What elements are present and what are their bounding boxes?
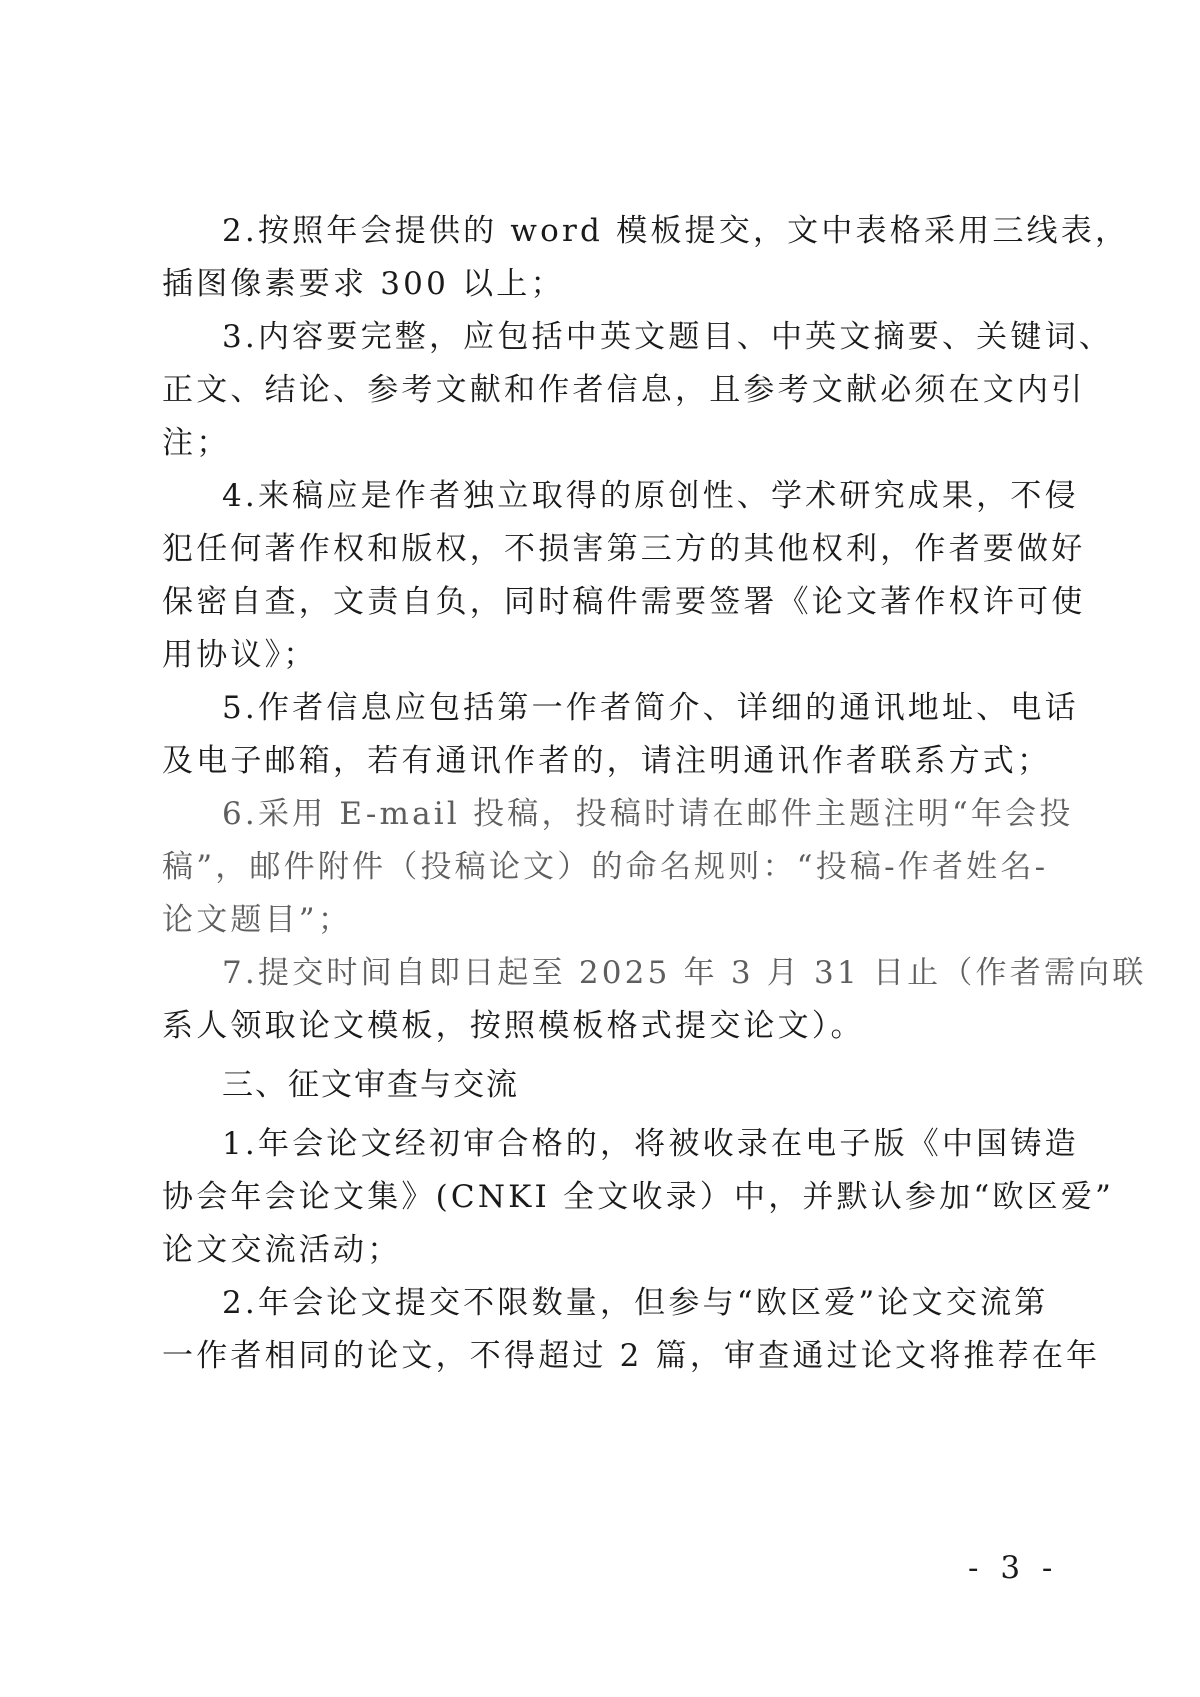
page-number: - 3 - — [968, 1550, 1059, 1586]
paragraph-6-line-3: 论文题目”； — [162, 902, 353, 938]
section-3-paragraph-1-line-2: 协会年会论文集》(CNKI 全文收录）中，并默认参加“欧区爱” — [162, 1179, 1115, 1215]
paragraph-3-line-1: 3.内容要完整，应包括中英文题目、中英文摘要、关键词、 — [222, 319, 1113, 355]
section-3-paragraph-2-line-1: 2.年会论文提交不限数量，但参与“欧区爱”论文交流第 — [222, 1285, 1049, 1321]
paragraph-4-line-1: 4.来稿应是作者独立取得的原创性、学术研究成果，不侵 — [222, 478, 1079, 514]
paragraph-2-line-2: 插图像素要求 300 以上； — [162, 266, 565, 302]
paragraph-7-line-2: 系人领取论文模板，按照模板格式提交论文）。 — [162, 1008, 865, 1044]
section-heading: 三、征文审查与交流 — [222, 1067, 519, 1103]
paragraph-7-line-1: 7.提交时间自即日起至 2025 年 3 月 31 日止（作者需向联 — [222, 955, 1147, 991]
section-3-paragraph-2-line-2: 一作者相同的论文，不得超过 2 篇，审查通过论文将推荐在年 — [162, 1338, 1101, 1374]
paragraph-2-line-1: 2.按照年会提供的 word 模板提交，文中表格采用三线表， — [222, 213, 1130, 249]
paragraph-6-line-2: 稿”，邮件附件（投稿论文）的命名规则：“投稿-作者姓名- — [162, 849, 1049, 885]
paragraph-3-line-3: 注； — [162, 425, 231, 461]
paragraph-6-line-1: 6.采用 E-mail 投稿，投稿时请在邮件主题注明“年会投 — [222, 796, 1074, 832]
paragraph-4-line-3: 保密自查，文责自负，同时稿件需要签署《论文著作权许可使 — [162, 584, 1086, 620]
paragraph-5-line-1: 5.作者信息应包括第一作者简介、详细的通讯地址、电话 — [222, 690, 1079, 726]
paragraph-4-line-2: 犯任何著作权和版权，不损害第三方的其他权利，作者要做好 — [162, 531, 1086, 567]
paragraph-5-line-2: 及电子邮箱，若有通讯作者的，请注明通讯作者联系方式； — [162, 743, 1052, 779]
paragraph-4-line-4: 用协议》； — [162, 637, 318, 673]
section-3-paragraph-1-line-1: 1.年会论文经初审合格的，将被收录在电子版《中国铸造 — [222, 1126, 1079, 1162]
section-3-paragraph-1-line-3: 论文交流活动； — [162, 1232, 402, 1268]
paragraph-3-line-2: 正文、结论、参考文献和作者信息，且参考文献必须在文内引 — [162, 372, 1086, 408]
